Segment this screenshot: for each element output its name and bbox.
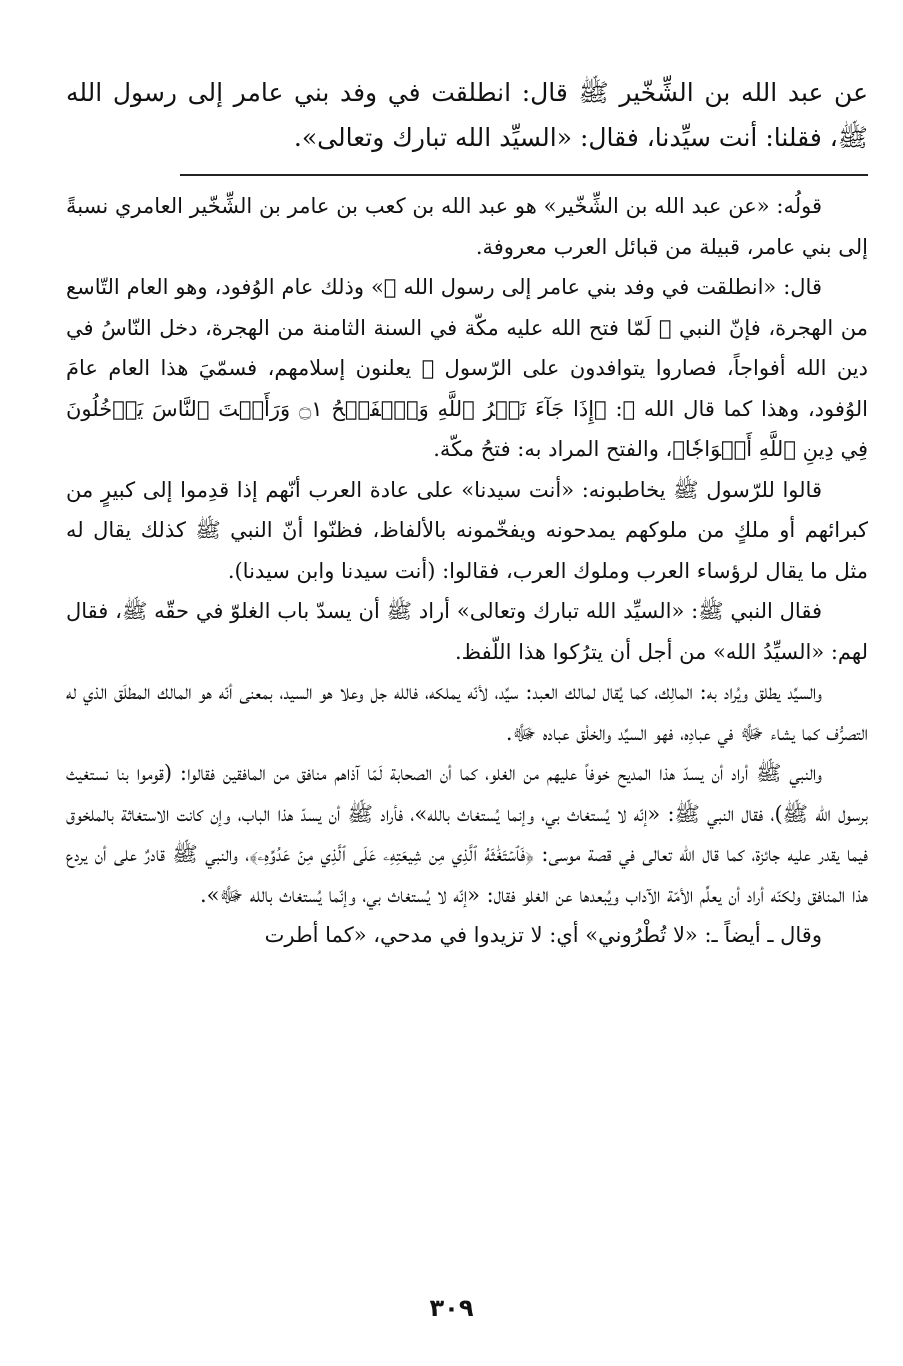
hadith-text: عن عبد الله بن الشِّخّير ﷺ قال: انطلقت في وفد بني عامر إلى رسول الله ﷺ، فقلنا: أنت سيِّدنا، فقال: «السيِّد الله تبارك وتعالى».	[66, 78, 868, 152]
commentary-paragraph: قال: «انطلقت في وفد بني عامر إلى رسول الله ﷺ» وذلك عام الوُفود، وهو العام التّاسع من الهجرة، فإنّ النبي ﷺ لَمّا فتح الله عليه مكّة في السنة الثامنة من الهجرة، دخل النّاسُ في دين الله أفواجاً، فصاروا يتوافدون على الرّسول ﷺ يعلنون إسلامهم، فسمّيَ هذا العام عامَ الوُفود، وهذا كما قال الله ﷻ: ﴿إِذَا جَآءَ نَصۡرُ ٱللَّهِ وَٱلۡفَتۡحُ ۝١ وَرَأَيۡتَ ٱلنَّاسَ يَدۡخُلُونَ فِي دِينِ ٱللَّهِ أَفۡوَاجٗا﴾، والفتح المراد به: فتحُ مكّة.	[66, 275, 869, 461]
commentary-paragraph: قالوا للرّسول ﷺ يخاطبونه: «أنت سيدنا» على عادة العرب أنّهم إذا قدِموا إلى كبيرٍ من كبرائهم أو ملكٍ من ملوكهم يمدحونه ويفخّمونه بالألفاظ، فظنّوا أنّ النبي ﷺ كذلك يقال له مثل ما يقال لرؤساء العرب وملوك العرب، فقالوا: (أنت سيدنا وابن سيدنا).	[66, 477, 868, 583]
separator-rule	[180, 174, 868, 176]
commentary-paragraph: والنبي ﷺ أراد أن يسدّ هذا المديح خوفاً عليهم من الغلو، كما أن الصحابة لَمّا آذاهم منافق من المافقين فقالوا: (قوموا بنا نستغيث برسول الله ﷺ)، فقال النبي ﷺ: «إنّه لا يُستغاث بي، وإنما يُستغاث بالله»، فأراد ﷺ أن يسدّ هذا الباب، وإن كانت الاستغاثة بالملخوق فيما يقدر عليه جائزة، كما قال الله تعالى في قصة موسى: ﴿فَٱسۡتَغَٰثَهُ ٱلَّذِي مِن شِيعَتِهِۦ عَلَى ٱلَّذِي مِنۡ عَدُوِّهِۦ﴾، والنبي ﷺ قادرٌ على أن يردع هذا المنافق ولكنّه أراد أن يعلِّم الأمّة الآداب ويُبعدها عن الغلو فقال: «إنّه لا يُستغاث بي، وإنّما يُستغاث بالله ﷻ».	[66, 761, 868, 907]
commentary-paragraph: وقال ـ أيضاً ـ: «لا تُطْرُوني» أي: لا تزيدوا في مدحي، «كما أطرت	[264, 923, 822, 947]
commentary-paragraph: والسيِّد يطلق ويُراد به: المالِك، كما يُقال لمالك العبد: سيِّد، لأنّه يملكه، فالله جل وعلا هو السيد، بمعنى أنّه هو المالك المطلَق الذي له التصرُّف كما يشاء ﷻ في عبادِه، فهو السيِّد والخلْق عباده ﷻ.	[66, 680, 868, 745]
commentary-paragraph: قولُه: «عن عبد الله بن الشِّخّير» هو عبد الله بن كعب بن عامر بن الشِّخّير العامري نسبةً إلى بني عامر، قبيلة من قبائل العرب معروفة.	[66, 194, 868, 259]
commentary-paragraph: فقال النبي ﷺ: «السيِّد الله تبارك وتعالى» أراد ﷺ أن يسدّ باب الغلوّ في حقّه ﷺ، فقال لهم: «السيِّدُ الله» من أجل أن يترُكوا هذا اللّفظ.	[66, 599, 868, 664]
page-body	[66, 70, 868, 956]
commentary	[66, 186, 868, 956]
page-number: ٣٠٩	[429, 1294, 474, 1322]
